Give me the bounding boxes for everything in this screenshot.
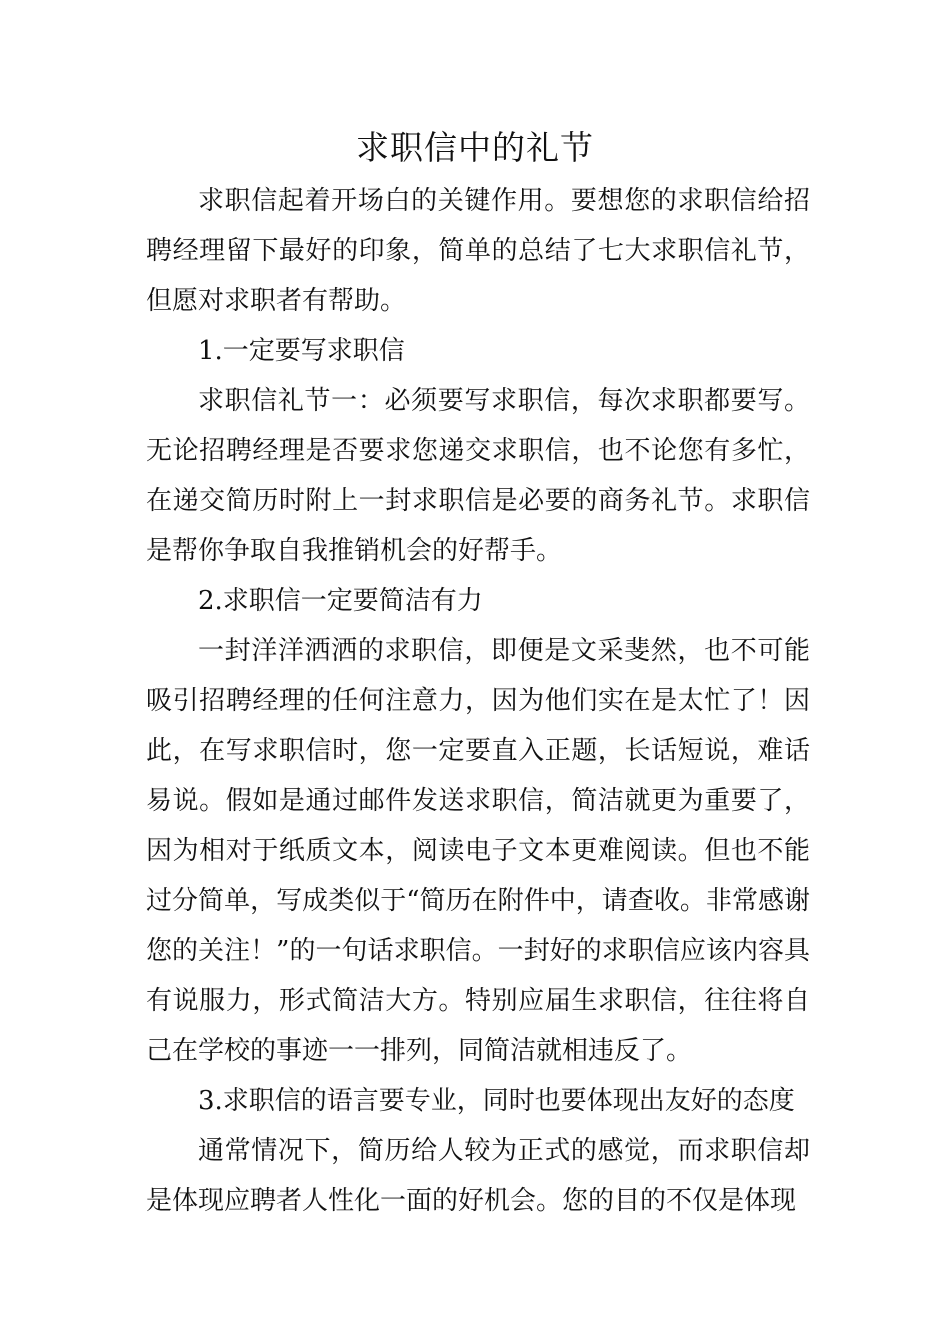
paragraph-section-3: 通常情况下，简历给人较为正式的感觉，而求职信却是体现应聘者人性化一面的好机会。您的目的不仅是体现 <box>146 1136 810 1216</box>
document-title: 求职信中的礼节 <box>356 128 594 167</box>
paragraph-section-2: 一封洋洋洒洒的求职信，即便是文采斐然，也不可能吸引招聘经理的任何注意力，因为他们实在是太忙了！因此，在写求职信时，您一定要直入正题，长话短说，难话易说。假如是通过邮件发送求职信，简洁就更为重要了，因为相对于纸质文本，阅读电子文本更难阅读。但也不能过分简单，写成类似于“简历在附件中，请查收。非常感谢您的关注！”的一句话求职信。一封好的求职信应该内容具有说服力，形式简洁大方。特别应届生求职信，往往将自己在学校的事迹一一排列，同简洁就相违反了。 <box>146 636 810 1066</box>
paragraph-intro: 求职信起着开场白的关键作用。要想您的求职信给招聘经理留下最好的印象，简单的总结了七大求职信礼节，但愿对求职者有帮助。 <box>146 186 810 316</box>
section-heading-1: 1.一定要写求职信 <box>198 336 405 366</box>
section-heading-3: 3.求职信的语言要专业，同时也要体现出友好的态度 <box>198 1086 795 1116</box>
section-heading-2: 2.求职信一定要简洁有力 <box>198 586 483 616</box>
paragraph-section-1: 求职信礼节一：必须要写求职信，每次求职都要写。无论招聘经理是否要求您递交求职信，也不论您有多忙，在递交简历时附上一封求职信是必要的商务礼节。求职信是帮你争取自我推销机会的好帮手。 <box>146 386 810 566</box>
document-body <box>146 176 810 1226</box>
